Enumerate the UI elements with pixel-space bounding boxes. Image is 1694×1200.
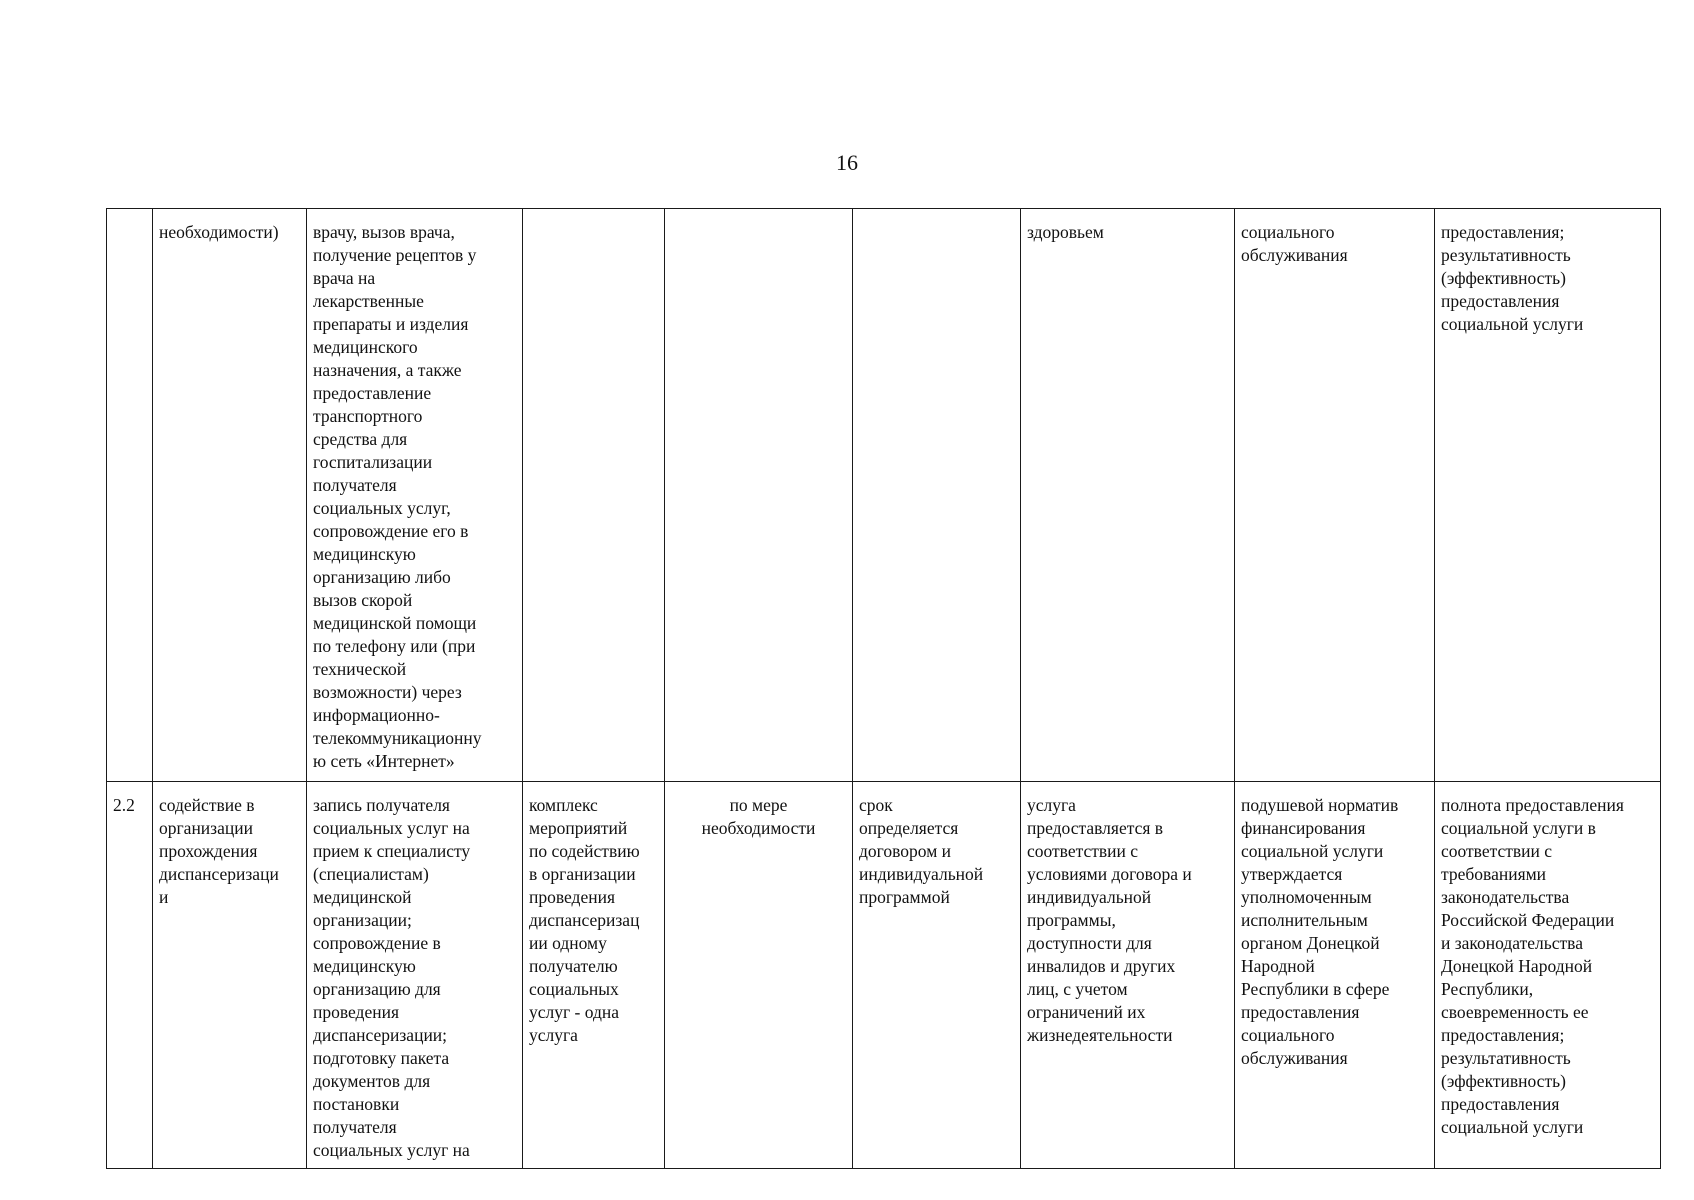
- cell-service-conditions: здоровьем: [1021, 209, 1235, 782]
- cell-service-quality: предоставления; результативность (эффективность) предоставления социальной услуги: [1435, 209, 1661, 782]
- table-row: [107, 782, 1661, 1169]
- cell-service-financing: социального обслуживания: [1235, 209, 1435, 782]
- cell-service-conditions: услуга предоставляется в соответствии с условиями договора и индивидуальной программы, доступности для инвалидов и других лиц, с учетом ограничений их жизнедеятельности: [1021, 782, 1235, 1169]
- cell-service-volume: комплекс мероприятий по содействию в организации проведения диспансеризац ии одному получателю социальных услуг - одна услуга: [523, 782, 665, 1169]
- cell-service-term: [853, 209, 1021, 782]
- cell-service-financing: подушевой норматив финансирования социальной услуги утверждается уполномоченным исполнительным органом Донецкой Народной Республики в сфере предоставления социального обслуживания: [1235, 782, 1435, 1169]
- services-table: [106, 208, 1661, 1169]
- cell-service-description: врачу, вызов врача, получение рецептов у врача на лекарственные препараты и изделия медицинского назначения, а также предоставление транспортного средства для госпитализации получателя социальных услуг, сопровождение его в медицинскую организацию либо вызов скорой медицинской помощи по телефону или (при технической возможности) через информационно- телекоммуникационну ю сеть «Интернет»: [307, 209, 523, 782]
- cell-service-quality: полнота предоставления социальной услуги в соответствии с требованиями законодательства Российской Федерации и законодательства Донецкой Народной Республики, своевременность ее предоставления; результативность (эффективность) предоставления социальной услуги: [1435, 782, 1661, 1169]
- cell-service-period: по мере необходимости: [665, 782, 853, 1169]
- table-row: [107, 209, 1661, 782]
- cell-number: [107, 209, 153, 782]
- cell-service-name: содействие в организации прохождения диспансеризаци и: [153, 782, 307, 1169]
- cell-service-period: [665, 209, 853, 782]
- page-number: 16: [836, 150, 858, 175]
- cell-number: 2.2: [107, 782, 153, 1169]
- cell-service-name: необходимости): [153, 209, 307, 782]
- cell-service-term: срок определяется договором и индивидуальной программой: [853, 782, 1021, 1169]
- cell-service-volume: [523, 209, 665, 782]
- cell-service-description: запись получателя социальных услуг на прием к специалисту (специалистам) медицинской организации; сопровождение в медицинскую организацию для проведения диспансеризации; подготовку пакета документов для постановки получателя социальных услуг на: [307, 782, 523, 1169]
